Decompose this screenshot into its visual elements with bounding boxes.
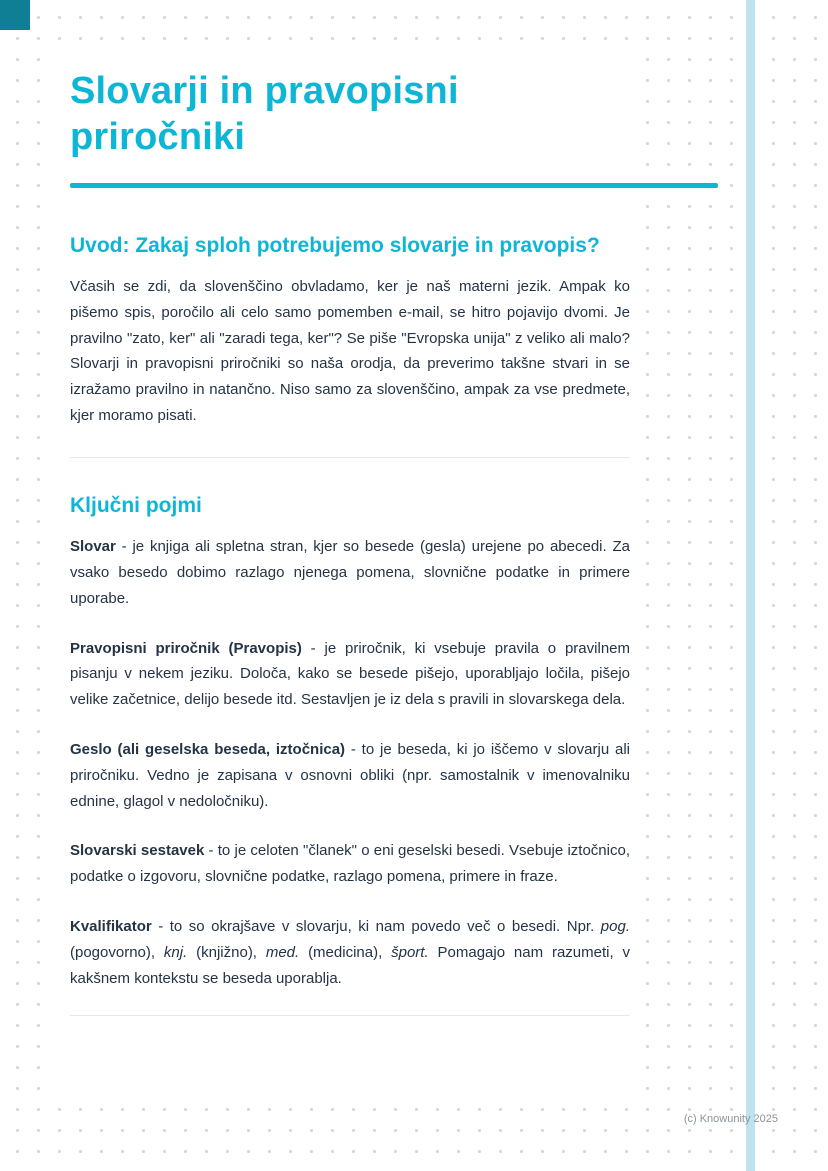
- section-divider-top: [70, 457, 630, 458]
- term-label: Slovarski sestavek: [70, 842, 205, 860]
- term-text: - to so okrajšave v slovarju, ki nam povedo več o besedi. Npr.: [151, 917, 601, 935]
- term-paragraph-slovar: [70, 534, 630, 611]
- page-title: Slovarji in pravopisni priročniki: [70, 70, 459, 159]
- term-paragraph-slovarski-sestavek: [70, 838, 630, 890]
- term-label: Kvalifikator: [70, 917, 152, 935]
- term-text: šport.: [391, 943, 429, 961]
- term-text: (pogovorno),: [70, 943, 164, 961]
- term-text: - je priročnik, ki vsebuje pravila o pravilnem pisanju v nekem jeziku. Določa, kako se besede pišejo, uporabljajo ločila, pišejo velike začetnice, delijo besede itd. Sestavljen je iz dela s pravili in slovarskega dela.: [70, 639, 630, 709]
- term-paragraph-geslo: [70, 737, 630, 814]
- term-text: - to je beseda, ki jo iščemo v slovarju ali priročniku. Vedno je zapisana v osnovni obliki (npr. samostalnik v imenovalniku ednine, glagol v nedoločniku).: [70, 740, 630, 810]
- term-label: Geslo (ali geselska beseda, iztočnica): [70, 740, 346, 758]
- key-terms-heading: Ključni pojmi: [70, 493, 202, 517]
- term-label: Pravopisni priročnik (Pravopis): [70, 639, 302, 657]
- document-content: [70, 56, 630, 1016]
- side-stripe: [746, 0, 755, 1171]
- corner-accent: [0, 0, 30, 30]
- term-label: Slovar: [70, 538, 116, 556]
- term-text: - to je celoten "članek" o eni geselski besedi. Vsebuje iztočnico, podatke o izgovoru, slovnične podatke, razlago pomena, primere in fraze.: [70, 842, 630, 886]
- intro-heading: Uvod: Zakaj sploh potrebujemo slovarje in pravopis?: [70, 233, 600, 257]
- term-paragraph-kvalifikator: [70, 914, 630, 991]
- intro-paragraph: Včasih se zdi, da slovenščino obvladamo, ker je naš materni jezik. Ampak ko pišemo spis, poročilo ali celo samo pomemben e-mail, se hitro pojavijo dvomi. Je pravilno "zato, ker" ali "zaradi tega, ker"? Se piše "Evropska unija" z veliko ali malo? Slovarji in pravopisni priročniki so naša orodja, da preverimo takšne stvari in se izražamo pravilno in natančno. Niso samo za slovenščino, ampak za vse predmete, kjer moramo pisati.: [70, 278, 630, 425]
- footer-credit: (c) Knowunity 2025: [683, 1113, 778, 1125]
- term-text: pog.: [600, 917, 630, 935]
- term-text: (medicina),: [299, 943, 392, 961]
- term-text: Pomagajo nam razumeti, v kakšnem kontekstu se beseda uporablja.: [70, 943, 631, 987]
- term-text: (knjižno),: [187, 943, 266, 961]
- term-text: knj.: [163, 943, 188, 961]
- title-underline: [70, 183, 718, 188]
- term-text: med.: [265, 943, 300, 961]
- term-text: - je knjiga ali spletna stran, kjer so besede (gesla) urejene po abecedi. Za vsako besedo dobimo razlago njenega pomena, slovnične podatke in primere uporabe.: [70, 538, 630, 607]
- term-paragraph-pravopisni-prirocnik: [70, 636, 630, 713]
- section-divider-bottom: [70, 1015, 630, 1016]
